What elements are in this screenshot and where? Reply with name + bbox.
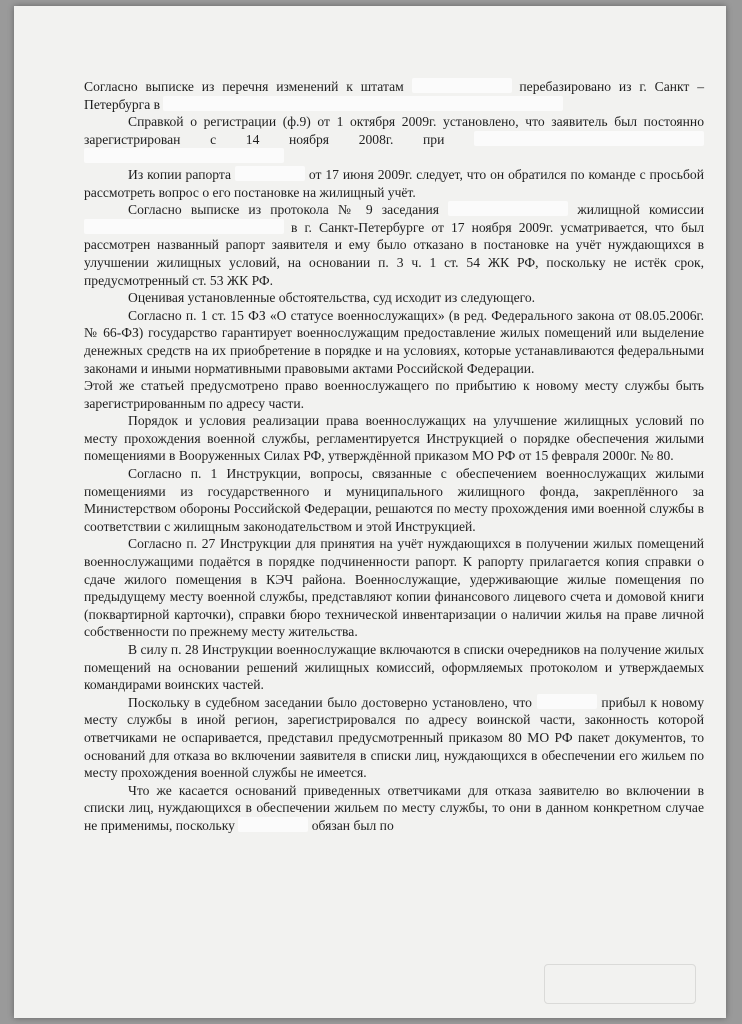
paragraph: Порядок и условия реализации права военнослужащих на улучшение жилищных условий по месту прохождения военной службы, регламентируется Инструкцией о порядке обеспечения жилыми помещениями в Вооруженных Силах РФ, утверждённой приказом МО РФ от 15 февраля 2000г. № 80. xyxy=(84,413,704,464)
redaction xyxy=(537,694,597,709)
redaction xyxy=(235,166,305,181)
paragraph: Этой же статьей предусмотрено право военнослужащего по прибытию к новому месту службы быть зарегистрированным по адресу части. xyxy=(84,378,704,411)
paragraph: Из копии рапорта от 17 июня 2009г. следует, что он обратился по команде с просьбой рассмотреть вопрос о его постановке на жилищный учёт. xyxy=(84,166,704,200)
redaction xyxy=(474,131,704,146)
paragraph: Согласно п. 1 ст. 15 ФЗ «О статусе военнослужащих» (в ред. Федерального закона от 08.05.2006г. № 66-ФЗ) государство гарантирует военнослужащим предоставление жилых помещений или выделение денежных средств на их приобретение в порядке и на условиях, которые устанавливаются федеральными законами и иными нормативными правовыми актами Российской Федерации. xyxy=(84,307,704,376)
redaction xyxy=(448,201,568,216)
paragraph: В силу п. 28 Инструкции военнослужащие включаются в списки очередников на получение жилых помещений на основании решений жилищных комиссий, оформляемых протоколом и утверждаемых командирами воинских частей. xyxy=(84,642,704,693)
document-body xyxy=(84,78,704,835)
redaction xyxy=(84,148,284,163)
paragraph: Справкой о регистрации (ф.9) от 1 октября 2009г. установлено, что заявитель был постоянно зарегистрирован с 14 ноября 2008г. при xyxy=(84,113,704,166)
redaction xyxy=(412,78,512,93)
redaction xyxy=(238,817,308,832)
redaction xyxy=(84,219,284,234)
paragraph: Согласно п. 1 Инструкции, вопросы, связанные с обеспечением военнослужащих жилыми помещениями из государственного и муниципального жилищного фонда, закреплённого за Министерством обороны Российской Федерации, решаются по месту прохождения ими военной службы в соответствии с жилищным законодательством и этой Инструкцией. xyxy=(84,466,704,534)
redaction xyxy=(163,96,563,111)
paragraph: Согласно выписке из протокола № 9 заседания жилищной комиссии в г. Санкт-Петербурге от 17 ноября 2009г. усматривается, что был рассмотрен названный рапорт заявителя и ему было отказано в постановке на учёт нуждающихся в улучшении жилищных условий, на основании п. 3 ч. 1 ст. 54 ЖК РФ, поскольку не истёк срок, предусмотренный ст. 53 ЖК РФ. xyxy=(84,202,704,288)
faded-stamp xyxy=(544,964,696,1004)
paragraph: Что же касается оснований приведенных ответчиками для отказа заявителю во включении в списки лиц, нуждающихся в обеспечении жильем по месту службы, то они в данном конкретном случае не применимы, поскольку обязан был по xyxy=(84,782,704,833)
paragraph: Согласно выписке из перечня изменений к штатам перебазировано из г. Санкт – Петербурга в xyxy=(84,79,705,112)
paragraph: Поскольку в судебном заседании было достоверно установлено, что прибыл к новому месту службы в иной регион, зарегистрировался по адресу воинской части, законность которой ответчиками не оспаривается, представил предусмотренный приказом 80 МО РФ пакет документов, то оснований для отказа во включении заявителя в списки лиц, нуждающихся в обеспечении его жильем по месту прохождения военной службы не имеется. xyxy=(84,694,704,781)
paragraph: Оценивая установленные обстоятельства, суд исходит из следующего. xyxy=(128,290,536,306)
document-page xyxy=(14,6,726,1018)
paragraph: Согласно п. 27 Инструкции для принятия на учёт нуждающихся в получении жилых помещений военнослужащими подаётся в порядке подчиненности рапорт. К рапорту прилагается копия справки о сдаче жилого помещения в КЭЧ района. Военнослужащие, удерживающие жилые помещения по предыдущему месту военной службы, представляют копии финансового лицевого счета и домовой книги (поквартирной карточки), справки бюро технической инвентаризации о наличии жилья на праве личной собственности по прежнему месту жительства. xyxy=(84,536,704,640)
